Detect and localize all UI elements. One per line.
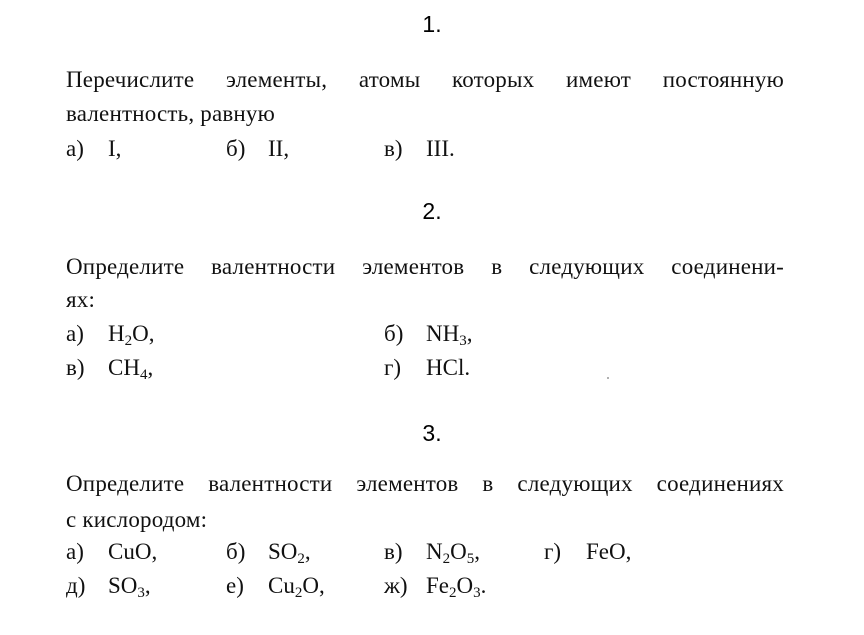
formula: $CH_4$, xyxy=(108,355,154,383)
option-label: д) xyxy=(66,573,86,598)
task-1-number: 1. xyxy=(422,11,442,37)
task-3-options-row-2 xyxy=(66,570,786,602)
formula: $Fe_2O_3$. xyxy=(426,573,487,601)
task-3-option-e xyxy=(66,570,151,602)
formula: FeO, xyxy=(586,539,632,564)
option-label: б) xyxy=(226,136,246,161)
option-label: ж) xyxy=(384,573,408,598)
task-1-line-2: валентность, равную xyxy=(66,101,276,126)
task-2-option-b xyxy=(384,318,472,350)
task-2-option-c xyxy=(66,352,153,384)
task-3-option-d xyxy=(544,536,631,568)
option-label: а) xyxy=(66,539,84,564)
task-3-option-c xyxy=(384,536,480,568)
formula: $H_2O$, xyxy=(108,321,155,349)
task-3-number: 3. xyxy=(422,420,442,446)
option-label: е) xyxy=(226,573,244,598)
option-label: в) xyxy=(384,136,403,161)
task-1-option-c xyxy=(384,133,455,165)
option-value: I, xyxy=(108,136,122,161)
option-label: а) xyxy=(66,136,84,161)
task-3-option-b xyxy=(226,536,311,568)
formula: HCl. xyxy=(426,355,471,380)
option-label: б) xyxy=(226,539,246,564)
scan-speck xyxy=(607,377,609,379)
task-2-option-d xyxy=(384,352,470,384)
task-2-line-2: ях: xyxy=(66,287,96,312)
option-label: г) xyxy=(544,539,562,564)
option-label: а) xyxy=(66,321,84,346)
task-3-line-1: Определите валентности элементов в следующих соединениях xyxy=(66,471,784,496)
task-1-options xyxy=(66,133,786,165)
formula: $N_2O_5$, xyxy=(426,539,480,567)
task-1-line-1: Перечислите элементы, атомы которых имеют постоянную xyxy=(66,67,784,92)
task-1-option-a xyxy=(66,133,121,165)
task-2-options-row-1 xyxy=(66,318,786,350)
task-3-options-row-1 xyxy=(66,536,786,568)
option-value: III. xyxy=(426,136,455,161)
task-3-line-2: с кислородом: xyxy=(66,507,208,532)
task-1-option-b xyxy=(226,133,289,165)
option-label: г) xyxy=(384,355,402,380)
task-2-line-1: Определите валентности элементов в следующих соединени- xyxy=(66,254,784,279)
task-3-option-g xyxy=(384,570,486,602)
task-2-options-row-2 xyxy=(66,352,786,384)
task-2-option-a xyxy=(66,318,155,350)
option-label: в) xyxy=(384,539,403,564)
task-3-option-a xyxy=(66,536,157,568)
formula: $SO_2$, xyxy=(268,539,311,567)
formula: CuO, xyxy=(108,539,158,564)
option-label: б) xyxy=(384,321,404,346)
task-3-option-f xyxy=(226,570,325,602)
formula: $NH_3$, xyxy=(426,321,473,349)
option-label: в) xyxy=(66,355,85,380)
task-2-number: 2. xyxy=(422,198,442,224)
option-value: II, xyxy=(268,136,290,161)
formula: $SO_3$, xyxy=(108,573,151,601)
formula: $Cu_2O$, xyxy=(268,573,325,601)
